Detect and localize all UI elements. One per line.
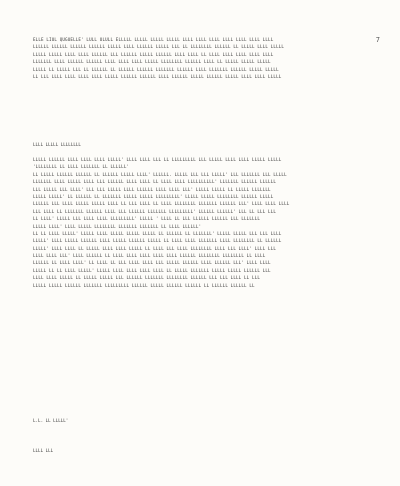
text-line: LLLLLLL LLLL LLLLLL LLLLLL LLLL LLLL LLLL LLLLL LLLLLLLL LLLLLL LLLL LL LLLLL LLLLL LLLLL [33, 59, 271, 65]
text-line: LLLL LLLL LLLLL LL LLLLL LLLLL LLL LLLLLL LLLLLLL LLLLLLLL LLLLLL LLL LLL LLLL LL LLL [33, 275, 261, 281]
text-line: LLLLL LL LLLLL LLL LL LLLLLL LL LLLLLL LLLLLL LLLLLLL LLLLLL LLLL LLLLLLL LLLLLL LLLLL LLLLL [33, 66, 279, 72]
text-line: LLLLLL LLL LLLL LLLLL LLLLL LLLL LL LLL LLLL LL LLLL LLLLLLLL LLLLLLL LLLLLL LLL' LLLL LLLL LLLL [33, 201, 290, 207]
text-line: LLLLL' LLLL LLLL LL LLLLL LLLL LLLL LLLLL LL LLLL LLL LLLL LLLLLLLL LLLL LLL LLLL' LLLL LLL [33, 245, 277, 251]
text-line: 'LLLLLLLL LL LLLL LLLLLLL LL LLLLLL' [33, 164, 130, 170]
text-line: LLLLL LLLL' LLLL LLLLL LLLLLLLL LLLLLLL LLLLLLL LL LLLL LLLLLL' [33, 223, 202, 229]
text-line: LLL LLLL LL LLLLLLL LLLLLL LLLL LLL LLLLLL LLLLLLL LLLLLLLLL' LLLLLL LLLLLL' LLL LL LLL LLL [33, 208, 277, 214]
text-line: LLLLL LLLLLL LLLL LLLL LLLL LLLLL' LLLL LLLL LLL LL LLLLLLLLL LLL LLLLL LLLL LLLL LLLLL LLLLL [33, 157, 282, 162]
text-line: LL LLLL' LLLLL LLL LLLL LLLL LLLLLLLLL' LLLLL ' LLLL LL LLL LLLLLL LLLLLL LLL LLLLLLL [33, 216, 261, 222]
text-line: LLLLLL LL LLLL LLLL' LL LLLL LL LLL LLLL LLLL LLL LLLLL LLLLLL LLLL LLLLLL LLL' LLLL LLLL [33, 260, 271, 266]
text-line: LL LL LLLL LLLLL' LLLLL LLLL LLLLL LLLLL LLLLL LL LLLLLL LL LLLLLLL' LLLLL LLLLL LLL LLL LLLL [33, 230, 282, 236]
paragraph-2 [33, 156, 365, 289]
text-line: LLLL LLLL LLL' LLLL LLLLLL LL LLLL LLLL LLLL LLLL LLLL LLLLLL LLLLLLLL LLLLLLLL LL LLLL [33, 253, 266, 259]
text-line: ELLE LIUL QUGUELLE' LULL ULULL ELLLLL LLLLL LLLLL LLLLL LLLL LLLL LLLL LLLL LLLL LLLL LLLL [33, 37, 274, 42]
cc-line: LLLL LLL [33, 448, 54, 453]
text-line: LL LLLLL LLLLLL LLLLLL LL LLLLLL LLLLL LLLL' LLLLLL. LLLLL LLL LLL LLLLL' LLL LLLLLLL LLL LLLLL [33, 171, 287, 177]
text-line: LLLLLLL LLLL LLLLL LLLL LLL LLLLLL LLLL LLLL LL LLLL LLLL LLLLLLLLLL' LLLLLLL LLLLLL LLLLLL [33, 179, 277, 185]
text-line: LLLLL LLLLL LLLLLL LLLLLLL LLLLLLLLL LLLLLL LLLLL LLLLLL LLLLLL LL LLLLLL LLLLLL LL [33, 282, 255, 288]
section-heading: LLLL LLLLL LLLLLLLL [33, 142, 81, 147]
signature-line: L.L. LL LLLLL' [33, 418, 69, 423]
text-line: LLLLLL LLLLLL LLLLLL LLLLLL LLLLL LLLL LLLLLL LLLLL LLL LL LLLLLLLL LLLLLL LL LLLLL LLLL LLLLL [33, 44, 285, 50]
paragraph-1 [33, 36, 365, 80]
text-line: LLL LLLLL LLL LLLL' LLL LLL LLLLL LLLL LLLLLL LLLL LLLL LLL' LLLLL LLLLL LL LLLLL LLLLLLL [33, 186, 271, 192]
text-line: LL LLL LLLL LLLL LLLL LLLL LLLLL LLLLLL LLLLLL LLLL LLLLLL LLLLL LLLLLL LLLLL LLLL LLLL LLLLL [33, 73, 282, 79]
text-line: LLLLL' LLLL LLLLL LLLLLL LLLL LLLLL LLLLLL LLLLL LL LLLL LLLL LLLLLLL LLLL LLLLLLLL LL LLLLLL [33, 238, 282, 244]
page-number: 7 [375, 36, 380, 44]
text-line: LLLLL LLLLL' LL LLLLLL LL LLLLLLL LLLLL LLLLL LLLLLLLLL' LLLLL LLLLL LLLLLLLL LLLLLL LLLLL [33, 193, 274, 199]
text-line: LLLLL LLLLL LLLL LLLL LLLLLL LLL LLLLLL LLLLL LLLLLL LLLL LLLL LL LLLL LLLL LLLL LLLL LLLL [33, 51, 274, 57]
text-line: LLLLL LL LL LLLL LLLLL' LLLLL LLLL LLLL LLLL LLLL LL LLLLL LLLLLLL LLLLL LLLLL LLLLLL LLL [33, 267, 271, 273]
